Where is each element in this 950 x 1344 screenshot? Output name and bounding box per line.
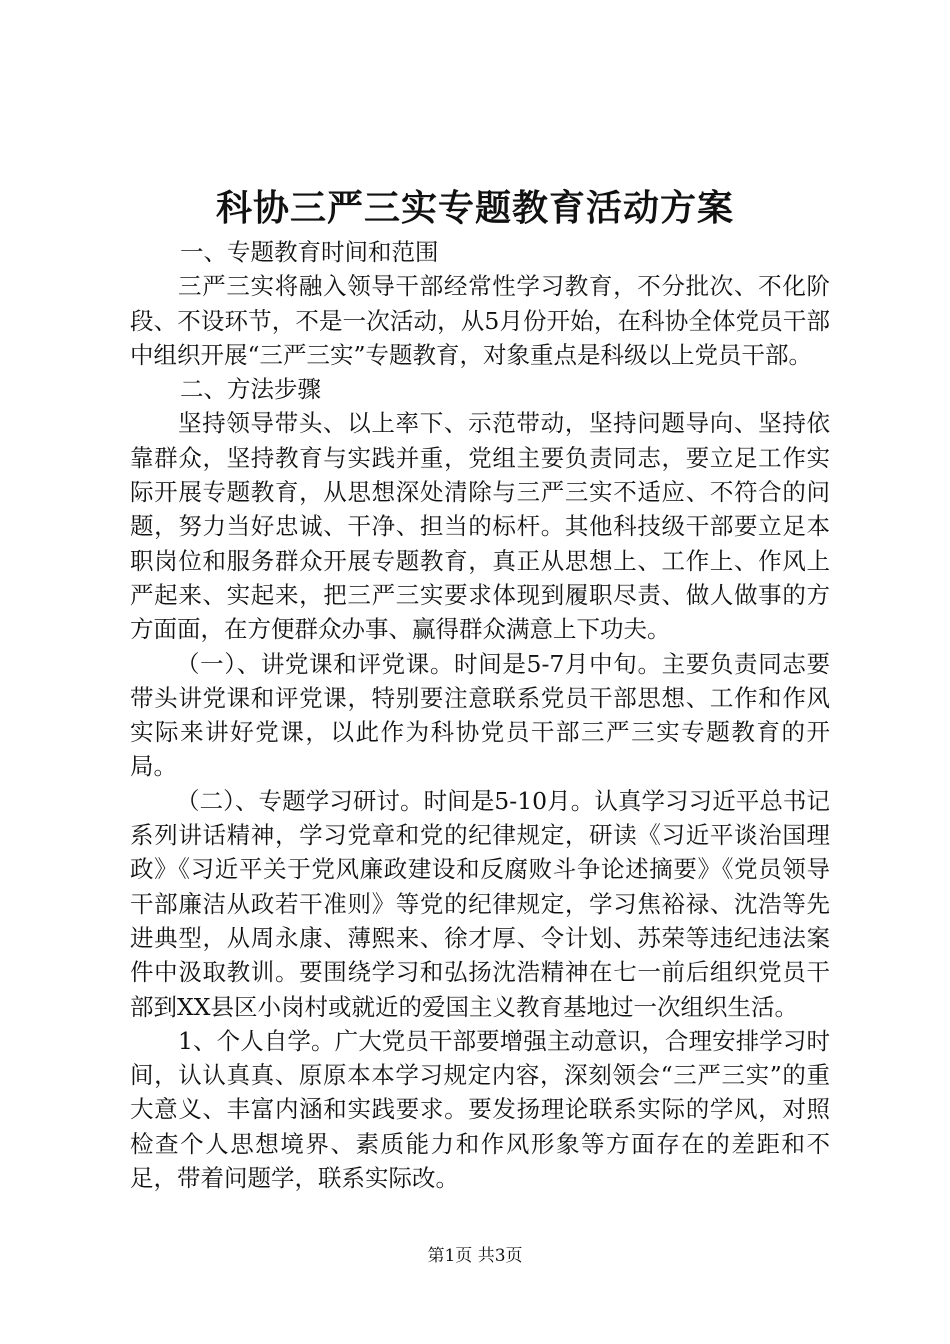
paragraph-self-study: 1、个人自学。广大党员干部要增强主动意识，合理安排学习时间，认认真真、原原本本学习规定内容，深刻领会“三严三实”的重大意义、丰富内涵和实践要求。要发扬理论联系实际的学风，对照检查个人思想境界、素质能力和作风形象等方面存在的差距和不足，带着问题学，联系实际改。	[130, 1026, 830, 1193]
section-heading-2: 二、方法步骤	[180, 375, 321, 404]
paragraph-study-seminar: （二）、专题学习研讨。时间是5-10月。认真学习习近平总书记系列讲话精神，学习党章和党的纪律规定，研读《习近平谈治国理政》《习近平关于党风廉政建设和反腐败斗争论述摘要》《党员领导干部廉洁从政若干准则》等党的纪律规定，学习焦裕禄、沈浩等先进典型，从周永康、薄熙来、徐才厚、令计划、苏荣等违纪违法案件中汲取教训。要围绕学习和弘扬沈浩精神在七一前后组织党员干部到XX县区小岗村或就近的爱国主义教育基地过一次组织生活。	[130, 786, 830, 1021]
paragraph-party-lecture: （一）、讲党课和评党课。时间是5-7月中旬。主要负责同志要带头讲党课和评党课，特别要注意联系党员干部思想、工作和作风实际来讲好党课，以此作为科协党员干部三严三实专题教育的开局。	[130, 649, 830, 781]
document-title: 科协三严三实专题教育活动方案	[215, 187, 734, 229]
section-heading-1: 一、专题教育时间和范围	[180, 238, 439, 266]
page-number: 第1页 共3页	[427, 1246, 523, 1266]
paragraph-methods: 坚持领导带头、以上率下、示范带动，坚持问题导向、坚持依靠群众，坚持教育与实践并重，党组主要负责同志，要立足工作实际开展专题教育，从思想深处清除与三严三实不适应、不符合的问题，努力当好忠诚、干净、担当的标杆。其他科技级干部要立足本职岗位和服务群众开展专题教育，真正从思想上、工作上、作风上严起来、实起来，把三严三实要求体现到履职尽责、做人做事的方方面面，在方便群众办事、赢得群众满意上下功夫。	[130, 409, 830, 644]
paragraph-scope: 三严三实将融入领导干部经常性学习教育，不分批次、不化阶段、不设环节，不是一次活动，从5月份开始，在科协全体党员干部中组织开展“三严三实”专题教育，对象重点是科级以上党员干部。	[130, 272, 830, 369]
document-body	[130, 235, 830, 1195]
